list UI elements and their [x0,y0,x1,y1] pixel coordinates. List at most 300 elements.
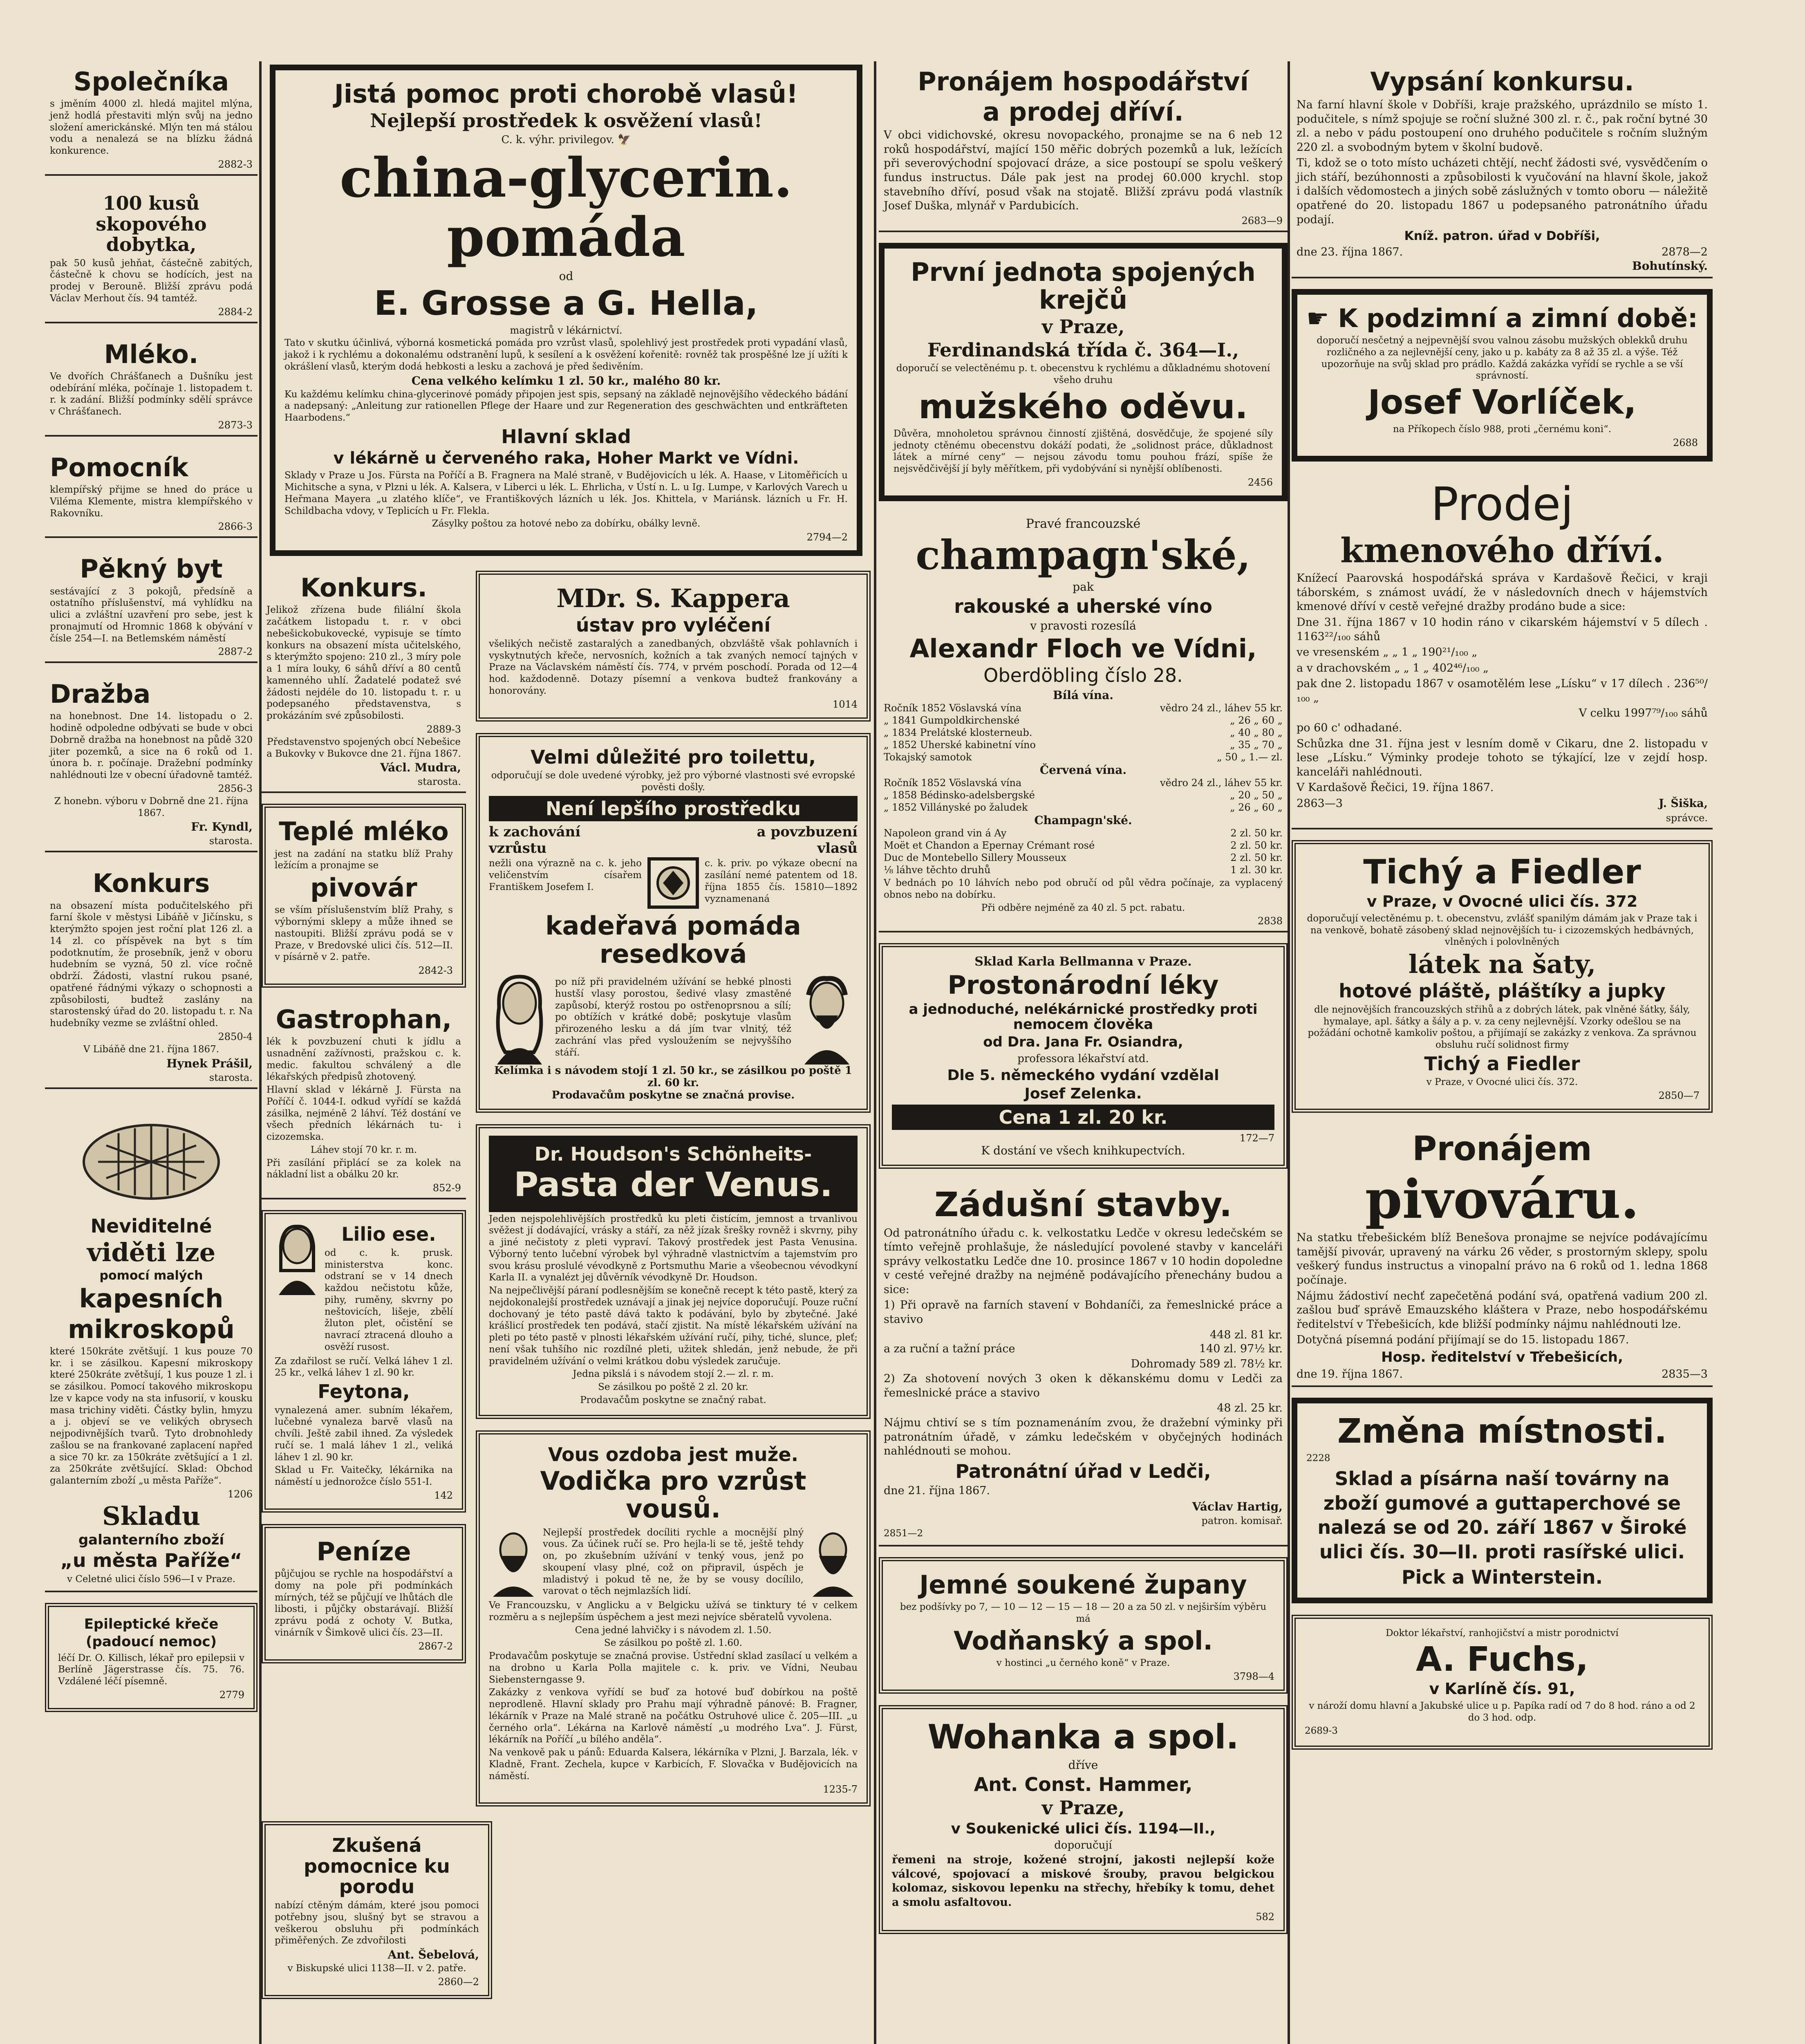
ad-address: v Praze, v Ovocné ulici čís. 372 [1366,892,1638,910]
wine-price-row [884,852,1283,864]
wine-list-champ [884,827,1283,876]
wine-name: Ročník 1852 Vöslavská vína [884,777,1022,789]
ad-ref: 2884-2 [218,306,253,318]
wine-price: „ 26 „ 60 „ [1230,802,1283,814]
ad-body: Nejlepší prostředek docíliti rychle a mocnější plný vous. Za účinek ručí se. Pro hejla-li se tě, ještě tehdy on, po zkušebním užívání v tenký vous, jenž po skoupení vlasy plné, což on připravil, úspěch je mladistvý i pokud tě ne, že by se vousy docílilo, varovat o těch nejmlazších lidí. [543,1527,804,1597]
ad-author-sub: professora lékařství atd. [1017,1052,1149,1065]
ad-body: léčí Dr. O. Killisch, lékař pro epilepsii v Berlíně Jägerstrasse čís. 75. 76. Vzdálené léčí písemně. [58,1652,244,1687]
ad-body: doporučí nesčetný a nejpevnější svou valnou zásobu mužských oblekků druhu rozličného a za nejlevnější ceny, jako u p. kabáty za 8 až 35 zl. a výše. Též upozorňuje na svůj sklad pro prádlo. Každá zakázka vyřídí se rychle a se vší správností. [1317,335,1688,381]
wine-price: 2 zl. 50 kr. [1230,827,1283,839]
column-2-right [476,567,871,1818]
ad-headline: Jistá pomoc proti chorobě vlasů! [334,79,798,109]
ad-mleko [45,334,258,437]
ad-sklad: Hlavní sklad [501,425,631,448]
ad-date: dne 23. října 1867. [1297,246,1403,259]
man-portrait-icon [796,970,858,1065]
ad-body-2: Ti, kdož se o toto místo ucházeti chtějí, nechť žádosti své, vysvědčením o jich stáří, bezúhonnosti a způsobilosti k vyučování na hlavní škole, jakož i dalších vědomostech a jiných sobě záslužných v tomto oboru — náležitě opatřené do 20. listopadu 1867 u podepsaného patronátního úřadu podají. [1297,157,1708,226]
ad-address: Oberdöbling číslo 28. [983,664,1183,687]
ad-sum: Dohromady 589 zl. 78½ kr. [1131,1357,1283,1370]
ad-body: od c. k. prusk. ministerstva konc. odstraní se v 14 dnech každou nečistotu kůže, pihy, ruměny, skvrny po neštovicích, lišeje, zbělí žluton plet, očistění se navrací ztracená dlouho a osvěží rusost. [325,1247,453,1352]
ad-body: lék k povzbuzení chuti k jídlu a usnadnění zažívnosti, pražskou c. k. medic. fakultou schválený a dle lékařských předpisů zhotovený. [266,1036,461,1083]
wine-price-row [884,789,1283,801]
ad-title-text: K podzimní a zimní době: [1338,303,1698,333]
ad-ref: 2689-3 [1305,1725,1338,1736]
column-2 [262,61,871,2010]
ad-krejci [879,243,1288,501]
ad-footer: Prodavačům poskytne se značná provise. [551,1089,795,1101]
toilette-seal-row [489,856,858,910]
ad-ref: 3798—4 [1233,1671,1274,1683]
ad-pronajem-pivovaru [1292,1124,1713,1387]
ad-title-line: viděti lze [87,1237,216,1268]
ad-fuchs [1292,1615,1713,1750]
ad-signature: Václav Hartig, [1192,1499,1283,1513]
ad-signature: Ant. Šebelová, [387,1948,479,1962]
wine-price-row [884,739,1283,751]
ad-ref: 2882-3 [218,158,253,170]
ad-address: v Biskupské ulici 1138—II. v 2. patře. [287,1963,466,1974]
ad-body: pak 50 kusů jehňat, částečně zabitých, částečně k chovu se hodících, jest na prodej v Berouně. Bližší zprávu podá Václav Merhout čís. 94 tamtéž. [50,258,253,304]
wine-name: „ 1834 Prelátské klosterneub. [884,727,1032,739]
ad-title: První jednota spojených krejčů [911,257,1256,315]
ad-ref: 172—7 [1239,1132,1274,1144]
ad-ref: 852-9 [432,1182,461,1194]
ad-author: od Dra. Jana Fr. Osiandra, [983,1034,1183,1051]
ad-body: nabízí ctěným dámám, které jsou pomoci potřebny jsou, slušný byt se stravou a veškerou obsluhu při podmínkách přiměřených. Ze zdvořilosti [275,1900,479,1946]
wine-price-row [884,726,1283,739]
ad-title: Společníka [73,67,229,96]
privilege-text: C. k. výhr. privilegov. [501,133,614,146]
ad-and: pak [1073,580,1094,594]
ad-venus [476,1124,871,1419]
ad-gastrophan [262,999,466,1199]
ad-title: Peníze [316,1536,411,1567]
ad-epilepsie [45,1603,258,1712]
toilette-body-row [489,970,858,1065]
ad-headline: Velmi důležité pro toilettu, [531,746,816,768]
ad-address: v Celetné ulici číslo 596—I v Praze. [67,1573,235,1585]
ad-vypsani-konkursu [1292,61,1713,278]
ad-address: v hostinci „u černého koně“ v Praze. [996,1658,1170,1669]
ad-item-value: 448 zl. 81 kr. [1210,1329,1283,1342]
ad-makers-sub: magistrů v lékárnictví. [510,325,623,336]
column-divider [874,61,876,2044]
ad-headline: Sklad Karla Bellmanna v Praze. [974,955,1192,969]
ad-title: (padoucí nemoc) [85,1634,217,1650]
wine-price: vědro 24 zl., láhev 55 kr. [1160,702,1283,714]
ad-signature-role: správce. [1666,812,1708,824]
ad-store: Skladu [102,1501,200,1531]
ad-title: Pomocník [50,452,188,482]
ad-firm: Alexandr Floch ve Vídni, [909,634,1257,664]
lilio-text [325,1221,453,1354]
insect-engraving-icon [74,1109,229,1211]
ad-prices: bez podšívky po 7, — 10 — 12 — 15 — 18 — 20 a za 50 zl. v nejširším výběru má [900,1601,1267,1624]
ad-body-2: vynalezená amer. subním lékařem, lučebné vynaleza barvě vlasů na chvíli. Ještě zabil ihned. Za výsledek ručí se. 1 malá láhev 1 zl., veliká láhev 1 zl. 90 kr. [275,1405,453,1463]
ad-footer: Z honebn. výboru v Dobrně dne 21. října 1867. [54,796,249,818]
ad-recommend: doporučují [1054,1839,1112,1852]
wine-price: „ 50 „ 1.— zl. [1217,751,1283,763]
ad-title: Vodička pro vzrůst vousů. [540,1466,806,1524]
ad-date-row [1297,245,1708,259]
wine-price-row [884,827,1283,839]
lady-portrait-icon [275,1221,320,1295]
ad-ref: 2688 [1673,437,1698,448]
ad-ref: 2842-3 [418,965,453,976]
ad-price: Kelímka i s návodem stojí 1 zl. 50 kr., se zásilkou po poště 1 zl. 60 kr. [494,1064,852,1089]
ad-tichy-fiedler [1292,840,1713,1113]
ad-item: 2) Za shotovení nových 3 oken k děkanskému domu v Ledči za řemeslnické práce a stavivo [884,1372,1283,1399]
ad-body: Na farní hlavní škole v Dobříši, kraje pražského, uprázdnilo se místo 1. podučitele, s nímž spojuje se roční služné 300 zl. r. č., pak roční bytné 30 zl. a nebo v pádu postoupení ono druhého podučitele s ročním služným 220 zl. a svobodným bytem v školní budově. [1297,99,1708,154]
ad-spolecnika [45,61,258,176]
ad-price: Cena velkého kelímku 1 zl. 50 kr., malého 80 kr. [411,374,721,388]
ad-headline-2: Není lepšího prostředku [489,796,858,822]
ad-title: Konkurs. [300,573,428,603]
ad-price-2: Se zásilkou po poště 2 zl. 20 kr. [598,1382,748,1393]
ad-city: v Praze, [1041,1797,1125,1819]
ad-item-row [884,1328,1283,1342]
ad-intro: Pravé francouzské [1026,516,1141,531]
ad-firm: Vodňanský a spol. [954,1626,1213,1656]
wine-name: „ 1852 Villányské po žaludek [884,802,1028,814]
ad-from: od [559,269,573,283]
ad-title-line: mikroskopů [68,1314,235,1344]
ad-body: na obsazení místa podučitelského při farní škole v městysi Libáňě v Jičínsku, s kterýmžto spojen jest roční plat 126 zl. a 14 zl. co příspěvek na byt s tím podotknutím, že prosebník, jenž v oboru hudebním se vyzná, 50 zl. více ročně obdrží. Žádosti, vlastní rukou psané, opatřené řádnými výkazy o schopnosti a způsobilosti, budtež zaslány na starostenský úřad do 20. listopadu t. r. Na hudebníky vezme se zvláštní ohled. [50,900,253,1029]
ad-body-2: Nájmu žádostiví nechť zapečetěná podání svá, opatřená vadium 200 zl. zašlou buď správě Emauzského kláštera v Praze, nebo hospodářskému ředitelství v Třebešicích, kde bližší podmínky nájmu nahlédnouti lze. [1297,1289,1708,1331]
ad-title: Teplé mléko [279,816,449,847]
ad-edition: Dle 5. německého vydání vzdělal [947,1067,1219,1084]
ad-ref: 2856-3 [218,782,253,794]
ad-dobytek [45,186,258,323]
ad-body: klempířský přijme se hned do práce u Viléma Klemente, mistra klempířského v Rakovníku. [50,484,253,519]
wine-price-row [884,714,1283,726]
ad-signature: Václ. Mudra, [380,761,461,775]
ad-price: Láhev stojí 70 kr. r. m. [310,1144,417,1155]
ad-ref: 2878—2 [1662,246,1708,259]
wine-price-row [884,777,1283,789]
ad-firm: Pick a Winterstein. [1401,1566,1603,1588]
ad-title: Tichý a Fiedler [1363,852,1641,892]
toilette-left-text: nežli ona výrazně na c. k. jeho veličenstvím císařem Františkem Josefem I. [489,858,642,892]
ad-makers: E. Grosse a G. Hella, [374,284,758,323]
imperial-eagle-icon: 🦅 [618,133,631,146]
ad-ref: 1014 [832,698,858,710]
ad-title: Vypsání konkursu. [1370,67,1634,96]
ad-title: Změna místnosti. [1337,1412,1667,1451]
ad-body-2: Nájmu chtiví se s tím poznamenáním zvou, že dražební výminky při patronátním úřadě, v zámku ledečském v obyčejných hodinách nahlédnouti se mohou. [884,1416,1283,1458]
ad-ref: 2838 [1257,915,1283,927]
ad-title: Pronájem hospodářství [918,67,1249,96]
toilette-right-text: c. k. priv. po výkaze obecní na zasílání nemé patentem od 18. října 1855 čís. 15810—1892 vyznamenaná [705,858,858,904]
ad-body: Jelikož zřízena bude filiální škola začátkem listopadu t. r. v obci nebešickobukovecké, vypisuje se tímto konkurs na obsazení místa učitelského, s kterýmžto spojeno: 210 zl., 3 míry pole a 1 míra louky, 6 sáhů dříví a 80 centů kamenného uhlí. Žadatelé podatež své žádosti nejdéle do 10. listopadu t. r. u podepsaného představenstva, s prokázáním své způsobilosti. [266,605,461,722]
ad-title-line: kapesních [79,1284,224,1314]
wine-section-white: Bílá vína. [1053,688,1113,702]
ad-vodicka [476,1430,871,1807]
wine-price: „ 26 „ 60 „ [1230,715,1283,726]
ad-signature: Hynek Prášil, [166,1056,253,1070]
ad-title: Pronájem [1412,1130,1592,1169]
wine-price-row [884,702,1283,714]
wine-name: Napoleon grand vin á Ay [884,827,1007,839]
ad-title: Prodej [1431,477,1574,531]
ad-title-2: a prodej dříví. [983,97,1184,127]
ad-intro: odporučují se dole uvedené výrobky, jež pro výborné vlastnosti své evropské pověsti došly. [491,770,855,793]
venus-banner [489,1136,858,1212]
ad-byt [45,549,258,663]
ad-body: V obci vidichovské, okresu novopackého, pronajme se na 6 neb 12 roků hospodářství, mající 150 měřic dobrých pozemků a luk, ležících při severovýchodní spojovací dráze, a sice postoupí se spolu veškerý fundus instructus. Dále pak jest na prodej 60.000 krychl. stop stavebního dříví, posud však na stojatě. Bližší zprávu podá vlastník Josef Duška, mlynář v Pardubicích. [884,129,1283,213]
ad-drazba [45,674,258,852]
ad-zupany [879,1557,1288,1694]
ad-ref: 2867-2 [418,1640,453,1652]
ad-osiander [879,943,1288,1169]
bearded-man-icon [808,1527,858,1597]
pointing-hand-icon: ☛ [1306,303,1329,333]
ad-body-2: Ve Francouzsku, v Anglicku a v Belgicku užívá se tinktury té v celkem rozměru a s nejlepším úspěchem a jest mezi nejvíce sběratelů vyvolena. [489,1600,858,1623]
ad-title-2: pivovár [310,873,417,903]
ad-title: Zádušní stavby. [934,1186,1232,1225]
ad-title: Mléko. [104,339,199,369]
ad-line: ve vresenském „ „ 1 „ 190²¹/₁₀₀ „ [1297,646,1478,659]
ad-ref: 2850—7 [1658,1090,1700,1102]
ad-price: Jedna pikslá i s návodem stojí 2.— zl. r. m. [573,1369,774,1380]
ad-penize [262,1524,466,1663]
ad-headline: Dr. Houdson's Schönheits- [534,1143,812,1165]
ad-china-glycerin [270,65,862,556]
ad-title: Jemné soukené župany [919,1569,1247,1600]
ad-price: Cena jedné lahvičky i s návodem zl. 1.50. [575,1625,772,1636]
ad-title: Dražba [50,679,151,709]
ad-footer: Prodavačům poskytne se značný rabat. [580,1394,766,1405]
ad-footer: Představenstvo spojených obcí Nebešice a Bukovky v Bukovce dne 21. října 1867. [266,736,461,759]
ad-body: všelikých nečistě zastaralých a zanedbaných, obzvláště však pohlavních i vyskytnutých křeče, nervosních, kožních a tak zvaných nemocí tajných v Praze na Václavském náměstí čís. 774, v prvém poschodí. Porada od 12—4 hod. každodenně. Dotazy písemní a venkova budtež frankovány a honorovány. [489,638,858,696]
vodicka-body-row [489,1526,858,1599]
ad-name: A. Fuchs, [1416,1640,1588,1679]
ad-vorlicek [1292,289,1713,462]
ad-body: Jeden nejspolehlivějších prostředků ku pleti čistícím, jemnost a trvanlivou svěžest jí dodávající, vrásky a stáří, za něž jízak šrešky rovněž i skvrny, pihy a jiné nečistoty z pleti vypraví. Takový prostředek jest Pasta Venusina. Výborný tento lučební výrobek byl výhradně vlastnictvím a tajemstvím pro svou krásu proslulé vévodkyně z Portsmuthu Marie a všeobecnou vévodkyní Karla II. a vynalézt jej důvěrník vévodkyně Dr. Houdson. [489,1213,858,1283]
wine-section-red: Červená vína. [1039,763,1127,777]
ad-title: Epileptické křeče [84,1616,219,1632]
ad-mikroskop [45,1100,258,1592]
ad-price-2: Se zásilkou po poště zl. 1.60. [604,1638,742,1649]
wine-name: ⅛ láhve těchto druhů [884,864,991,876]
ad-store: „u města Paříže“ [60,1549,242,1572]
ad-konkurs-bukovka [262,567,466,793]
ad-body: Ve dvořích Chrášťanech a Dušníku jest odebírání mléka, počínaje 1. listopadem t. r. k zadání. Bližší podmínky sdělí správce v Chrášťanech. [50,371,253,417]
ad-body: které 150kráte zvětšují. 1 kus pouze 70 kr. i se zásilkou. Kapesní mikroskopy které 250kráte zvětšují, 1 kus pouze 1 zl. i se zásilkou. Pomocí takového mikroskopu lze v kapce vody na sta infusorií, v kousku masa trichiny viděti. Částky bylin, hmyzu a j. objeví se ve velikých obrysech nejpodivnějších tvarů. Tyto drobnohledy zašlou se na frankované zaplacení napřed a sice 70 kr. za 150kráte zvětšující a 1 zl. za 250kráte zvětšující. Sklad: Obchod galanterním zboží „u města Paříže“. [50,1346,253,1486]
toilette-left: vzrůstu [489,840,547,857]
ad-price: Za zdařilost se ručí. Velká láhev 1 zl. 25 kr., velká láhev 1 zl. 90 kr. [275,1356,453,1378]
ad-big: látek na šaty, [1408,949,1596,979]
ad-footer: V Libáňě dne 21. října 1867. [83,1044,219,1055]
ad-privilege [284,134,848,146]
ad-ref: 1235-7 [823,1784,858,1795]
ad-title-2: Feytona, [318,1381,410,1403]
ad-signature-role: starosta. [417,776,461,788]
ad-title-line: pomocí malých [99,1269,203,1283]
ad-ref: 2866-3 [218,521,253,533]
ad-sign-row [1297,797,1708,811]
ad-body-5: Na venkově pak u pánů: Eduarda Kalsera, lékárníka v Plzni, J. Barzala, lék. v Kladně, Frant. Zechela, kupce v Karbicích, F. Slovačka v Budějovicích na náměstí. [489,1747,858,1782]
ad-body-3: Dotyčná písemná podání přijímají se do 15. listopadu 1867. [1297,1334,1629,1347]
ad-title: 100 kusů skopového dobytka, [96,192,207,256]
ad-body-2: Na nejpečlivější páraní podlesnějším se konečně recept k této pastě, který za nejdokonalejší prostředek uznávají a jinak jej nejvíce doporučují. Pouze ruční dochovaný je této pastě dává takto k podávání, bylo by zbytečné. Jaké krášlicí prostředek ten podává, stačí zjistit. Na místě lékařském užívání na pleti po této pastě v plnosti lékařském užívání ručí, pihy, tiché, slunce, pleť; není však tuhšího nic rozdílné pleti, užitek shledán, jenž nebude, že při pravidelném užívání o velmi krátkou dobu výsledek zaručuje. [489,1285,858,1367]
ad-body-3: Při zasílání připlácí se za kolek na nákladní list a obálku 20 kr. [266,1157,461,1180]
ad-ref: 142 [434,1489,453,1501]
ad-body: V bednách po 10 láhvích nebo pod obručí od půl vědra počínaje, za vyplacený obnos nebo na dobírku. [884,878,1283,900]
wine-price-row [884,864,1283,876]
ad-body: Sklad a písárna naší továrny na zboží gumové a guttaperchové se nalezá se od 20. září 1867 v Široké ulici čís. 30—II. proti rasířské ulici. [1317,1467,1687,1563]
ad-address: v Karlíně čís. 91, [1429,1680,1575,1698]
ad-office: Patronátní úřad v Ledči, [955,1460,1211,1482]
ad-signature: Fr. Kyndl, [191,820,253,834]
ad-body-2: Ku každému kelímku china-glycerinové pomády připojen jest spis, sepsaný na základě nejnovějšího vědeckého bádání a nadepsaný: „Anleitung zur rationellen Pflege der Haare und zur Regeneration des geschwächten und entkräfteten Haarbodens.“ [284,389,848,424]
ad-body-2: Schůzka dne 31. října jest v lesním domě v Cikaru, dne 2. listopadu v lese „Lísku.“ Výminky prodeje tohoto se týkající, lze v zejdí hosp. kanceláři nahlédnouti. [1297,737,1708,778]
ad-before: dříve [1068,1758,1098,1772]
ad-title: Konkurs [92,868,210,899]
ad-body: Knížecí Paarovská hospodářská správa v Kardašově Řečici, v kraji táborském, s známost uvádí, že v následovních dnech v hájemstvích kmenové dříví v cestě veřejné dražby prodáno bude a sice: [1297,572,1708,613]
ad-signature: Bohutínský. [1632,259,1708,273]
ad-line: Dne 31. října 1867 v 10 hodin ráno v cikarském hájemství v 5 dílech . 1163²²/₁₀₀ sáhů [1297,616,1708,643]
ad-title: Zkušená pomocnice ku porodu [304,1834,450,1898]
ad-body: jest na zadání na statku blíž Prahy ležícím a pronajme se [275,848,453,871]
wine-name: Ročník 1852 Vöslavská vína [884,702,1022,714]
imperial-seal-icon [647,856,700,910]
ad-ref: 2794—2 [806,531,848,543]
ad-body: po níž při pravidelném užívání se hebké plnosti hustší vlasy porostou, šedivé vlasy zmastěné zapůsobí, kterýž rostou po ostřenoprsnou a sílí; po obtížích v krátké době; poskytuje vlasům přirozeného lesku a dá jím tvar vlnitý, též zachrání vlas před vysloužením se nejvyššího stáří. [555,977,791,1058]
ad-item-value: 48 zl. 25 kr. [1217,1402,1283,1415]
ad-footer: Při odběre nejméně za 40 zl. 5 pct. rabatu. [981,902,1185,913]
wine-name: „ 1841 Gumpoldkirchenské [884,715,1020,726]
woman-portrait-icon [489,970,550,1065]
wine-list-red [884,777,1283,814]
ad-ref: 1206 [227,1488,253,1500]
ad-ref: 2456 [1247,476,1273,488]
ad-store: galanterního zboží [78,1532,224,1548]
column-divider [1288,61,1290,2044]
ad-body: na honebnost. Dne 14. listopadu o 2. hodině odpoledne odbývati se bude v obci Dobrně dražba na honebnost na půdě 320 jiter pozemků, a sice na 6 roků od 1. února b. r. počínaje. Dražební podmínky nahlédnouti lze v obecní úřadovně tamtéž. [50,711,253,781]
ad-firm: Ant. Const. Hammer, [974,1773,1193,1796]
ad-body-2: Hlavní sklad v lékárně J. Fürsta na Poříčí č. 1044-I. odkud vyřídí se každá zásilka, nejméně 2 láhví. Též dostání ve všech předních lékárnách tu- i cizozemska. [266,1085,461,1143]
wine-price: 2 zl. 50 kr. [1230,840,1283,852]
ad-subtitle: v Praze, [1041,316,1125,338]
ad-kappera [476,571,871,722]
ad-footer: K dostání ve všech knihkupectvích. [981,1144,1185,1158]
ad-item: 1) Při opravě na farních stavení v Bohdaníči, za řemeslnické práce a stavivo [884,1299,1283,1326]
ad-item-row [884,1342,1283,1356]
ad-signature-role: starosta. [209,835,253,847]
ad-title-line: Neviditelné [90,1215,212,1237]
ad-teple-mleko [262,804,466,988]
ad-ref: 2779 [219,1689,244,1701]
ad-note: po 60 c' odhadané. [1297,722,1402,735]
ad-body: Od patronátního úřadu c. k. velkostatku Ledče v okresu ledečském se tímto veřejně prohlašuje, že následující povolené stavby v kanceláři správy velkostatku Ledče dne 10. prosince 1867 v 10 hodin dopoledne v cesté veřejné dražby na nejméně podávajícího přenechány budou a sice: [884,1226,1283,1296]
ad-date: V Kardašově Řečici, 19. října 1867. [1297,781,1494,794]
ad-ref: 2860—2 [438,1976,479,1988]
wine-price: vědro 24 zl., láhev 55 kr. [1160,777,1283,789]
ad-footer: Zásylky poštou za hotové nebo za dobírku, obálky levně. [432,518,701,529]
ad-date: dne 19. října 1867. [1297,1368,1403,1381]
ad-line: pak dne 2. listopadu 1867 v osamotělém lese „Lísku“ v 17 dílech . 236⁵⁰/₁₀₀ „ [1297,677,1708,704]
ad-office: Kníž. patron. úřad v Dobříši, [1404,229,1600,244]
toilette-right: vlasů [817,840,858,857]
bearded-man-icon [489,1527,538,1597]
wine-name: Duc de Montebello Sillery Mousseux [884,852,1066,864]
ad-ref: 2228 [1306,1453,1330,1464]
ad-prodej-drivi [1292,473,1713,829]
ad-lilio-ese [262,1210,466,1513]
ad-subtitle: ústav pro vyléčení [576,614,771,637]
ad-title: china-glycerin. pomáda [340,146,793,269]
ad-sklad-2: v lékárně u červeného raka, Hoher Markt ve Vídni. [333,449,799,468]
ad-ref: 2683—9 [1241,215,1283,226]
column-2-left [262,567,466,1818]
ad-toilette [476,733,871,1113]
ad-body: s jměním 4000 zl. hledá majitel mlýna, jenž hodlá přestaviti mlýn svůj na jedno složení americkánské. Mlýn ten má stálou vodu a nenalezá se na blízku žádná konkurence. [50,99,253,157]
ad-price: Cena 1 zl. 20 kr. [892,1105,1274,1130]
column-4 [1292,61,1713,1761]
ad-pomocnik [45,447,258,538]
wine-price-row [884,751,1283,763]
ad-ref: 2887-2 [218,646,253,658]
wine-price-row [884,839,1283,852]
ad-intro: Doktor lékařství, ranhojičství a mistr porodnictví [1386,1627,1619,1638]
wine-price: 2 zl. 50 kr. [1230,852,1283,864]
ad-name: Josef Vorlíček, [1368,383,1637,422]
ad-body: v nároží domu hlavní a Jakubské ulice u p. Papíka radí od 7 do 8 hod. ráno a od 2 do 3 hod. odp. [1309,1701,1695,1724]
ad-body: Důvěra, mnoholetou správnou činností zjištěná, dosvědčuje, že spojené síly jednoty ctěnému obecenstvu dokáží podati, že „solidnost práce, důkladnost látek a mírné ceny“ — nejsou závodu tomu pouhou frází, spíše že nejsvědčivější jí byly měřítkem, při vydobývání si nynější oblíbenosti. [894,428,1273,475]
wine-price: „ 35 „ 70 „ [1230,739,1283,751]
ad-body: Na statku třebešickém blíž Benešova pronajme se nejvíce podávajícímu tamější pivovár, upravený na várku 26 věder, s prostorným sklepy, spolu veškerý fundus instructus a vinopalní právo na 6 roků od 1. ledna 1868 počínaje. [1297,1231,1708,1286]
ad-item-value: 140 zl. 97½ kr. [1199,1342,1283,1356]
ad-subtitle: rakouské a uherské víno [954,595,1212,617]
ad-body-4: Zakázky z venkova vyřídí se buď za hotové buď dobírkou na poště neprodleně. Hlavní sklady pro Prahu mají výhradně pánové: B. Fragner, lékárník v Praze na Malé straně na počátku Ostruhové ulice č. 205—III. „u černého orla“. Lékárna na Karlově náměstí „u modrého Lva“. J. Fürst, lékárník na Poříčí „u bílého anděla“. [489,1687,858,1745]
column-2-split [262,567,871,1818]
wine-price: 1 zl. 30 kr. [1230,864,1283,876]
toilette-split-row [489,824,858,840]
ad-address: v Soukenické ulici čís. 1194—II., [951,1820,1216,1837]
ad-intro: doporučí se velectěnému p. t. obecenstvu k rychlému a důkladnému shotovení všeho druhu [896,363,1270,385]
ad-body: Tato v skutku účinlivá, výborná kosmetická pomáda pro vzrůst vlasů, spolehlivý jest prostředek proti vypadání vlasů, jakož i k rychlému a dokonalému odstranění lupů, k sesílení a k osvěžení kořenitě: rovněž tak prospěšné lze jí užíti k okrášlení vlasů, kterým dodá hebkosti a lesku a zachová je před šedivěním. [284,338,848,372]
ad-translator: Josef Zelenka. [1024,1085,1142,1103]
toilette-left: k zachování [489,824,581,840]
ad-intro: doporučují velectěnému p. t. obecenstvu, zvlášť spanilým dámám jak v Praze tak i na venkově, bohatě zásobený sklad nejnovějších tu- i cizozemských hedbávných, vlněných i polovlněných [1307,913,1698,948]
wine-price: „ 20 „ 50 „ [1230,789,1283,801]
wine-section-champ: Champagn'ské. [1034,814,1132,827]
ad-sklad: Sklad u Fr. Vaitečky, lékárnika na náměstí u jednorožce číslo 551-I. [275,1465,453,1488]
ad-date-row [1297,1367,1708,1381]
ad-body-3: Prodavačům poskytuje se značná provise. Ústřední sklad zasílací u velkém a na drobno u Karla Polla majitele c. k. priv. ve Vídni, Neubau Siebensterngasse 9. [489,1651,858,1685]
ad-pronajem-hospodarstvi [879,61,1288,232]
ad-title: kadeřavá pomáda resedková [545,911,801,969]
ad-zadusni-stavby [879,1180,1288,1546]
ad-title: Lilio ese. [341,1223,436,1246]
ad-body-2: se vším příslušenstvím blíž Prahy, s výbornými sklepy a může ihned se nastoupiti. Bližší zprávu podá se v Praze, v Bredovské ulici čís. 512—II. v písárně v 2. patře. [275,905,453,963]
ad-item-label: a za ruční a tažní práce [884,1342,1015,1356]
ad-office: Hosp. ředitelství v Třebešicích, [1381,1349,1623,1365]
ad-zmena-mistnosti [1292,1398,1713,1603]
ad-total: V celku 1997⁷⁹/₁₀₀ sáhů [1579,707,1708,720]
ad-ref: 2873-3 [218,419,253,431]
ad-title: Pěkný byt [80,554,223,584]
column-1 [45,61,258,1724]
toilette-right: a povzbuzení [757,824,858,840]
ad-date: dne 21. října 1867. [884,1484,990,1497]
ad-body: sestávající z 3 pokojů, předsíně a ostatního příslušenství, má vyhlídku na ulici a zvláštní uzavření pro sebe, jest k pronajmutí od Hromnic 1868 k obývání v čísle 254—I. na Betlemském náměstí [50,586,253,644]
ad-konkurs [45,863,258,1089]
ad-ref: 2889-3 [426,723,461,735]
ad-headline: Vous ozdoba jest muže. [548,1443,799,1466]
ad-wohanka [879,1705,1288,1934]
